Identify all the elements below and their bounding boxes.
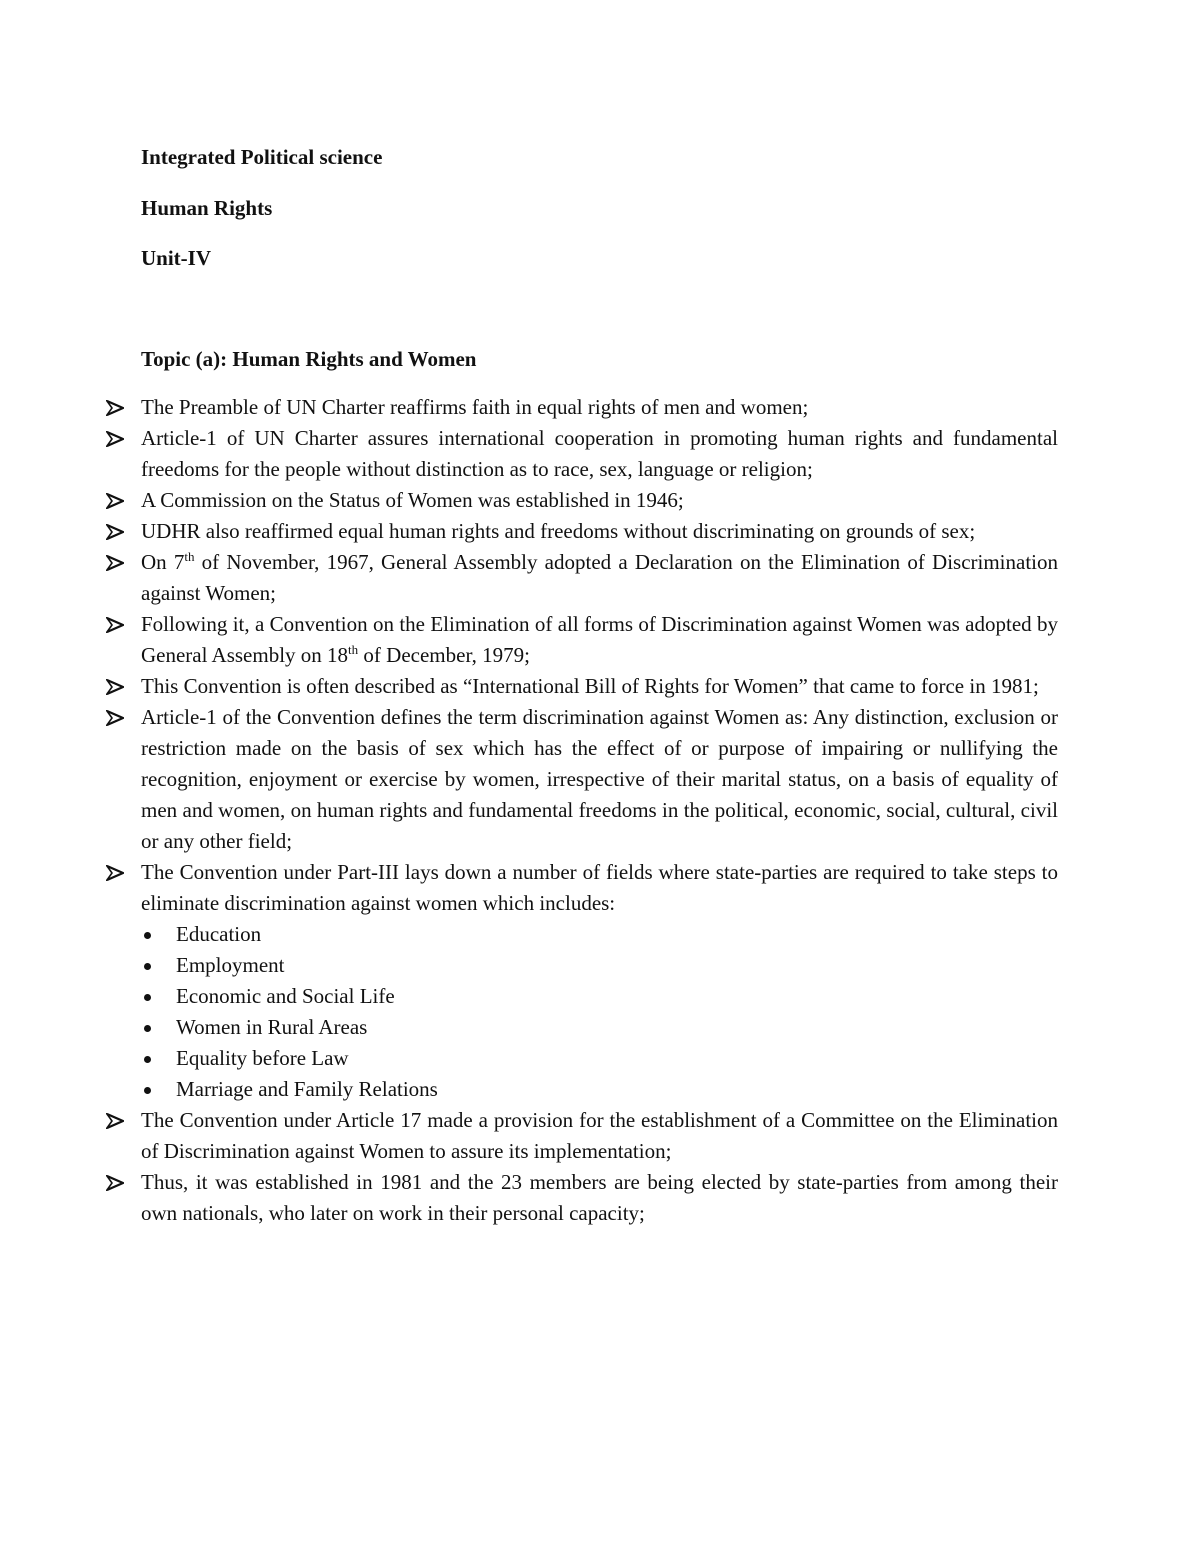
arrow-bullet-icon xyxy=(106,392,126,423)
list-item-text: This Convention is often described as “International Bill of Rights for Women” that came to force in 1981; xyxy=(141,674,1039,698)
list-item xyxy=(71,423,1058,485)
field-item: Education xyxy=(141,919,1058,950)
list-item xyxy=(71,1167,1058,1229)
list-item-text: On 7th of November, 1967, General Assembly adopted a Declaration on the Elimination of Discrimination against Women; xyxy=(141,549,1059,605)
bullet-dot-icon xyxy=(144,994,151,1001)
arrow-bullet-icon xyxy=(106,857,126,888)
list-item xyxy=(71,516,1058,547)
list-item-text: The Preamble of UN Charter reaffirms faith in equal rights of men and women; xyxy=(141,395,809,419)
unit-title: Unit-IV xyxy=(141,246,212,270)
bullet-dot-icon xyxy=(144,1025,151,1032)
arrow-list xyxy=(141,392,1058,1229)
course-title: Integrated Political science xyxy=(141,145,383,169)
list-item xyxy=(71,671,1058,702)
subject-title: Human Rights xyxy=(141,196,273,220)
list-item-text: Thus, it was established in 1981 and the 23 members are being elected by state-parties from among their own nationals, who later on work in their personal capacity; xyxy=(141,1170,1058,1225)
bullet-dot-icon xyxy=(144,1087,151,1094)
arrow-bullet-icon xyxy=(106,1167,126,1198)
field-item: Employment xyxy=(141,950,1058,981)
arrow-bullet-icon xyxy=(106,671,126,702)
list-item-text: Article-1 of UN Charter assures international cooperation in promoting human rights and fundamental freedoms for the people without distinction as to race, sex, language or religion; xyxy=(141,426,1058,481)
arrow-bullet-icon xyxy=(106,516,126,547)
arrow-bullet-icon xyxy=(106,702,126,733)
list-item-text: Following it, a Convention on the Elimination of all forms of Discrimination against Women was adopted by General Assembly on 18th of December, 1979; xyxy=(141,612,1058,667)
field-item: Economic and Social Life xyxy=(141,981,1058,1012)
arrow-bullet-icon xyxy=(106,485,126,516)
bullet-dot-icon xyxy=(144,1056,151,1063)
topic-heading: Topic (a): Human Rights and Women xyxy=(141,347,477,371)
document-body xyxy=(141,346,1058,1229)
list-item xyxy=(71,547,1058,609)
arrow-bullet-icon xyxy=(106,423,126,454)
arrow-bullet-icon xyxy=(106,609,126,640)
field-item: Women in Rural Areas xyxy=(141,1012,1058,1043)
list-item-text: UDHR also reaffirmed equal human rights and freedoms without discriminating on grounds of sex; xyxy=(141,519,976,543)
fields-list xyxy=(141,919,1058,1105)
list-item xyxy=(71,609,1058,671)
field-item: Equality before Law xyxy=(141,1043,1058,1074)
list-item xyxy=(71,485,1058,516)
list-item-text: The Convention under Part-III lays down a number of fields where state-parties are required to take steps to eliminate discrimination against women which includes: xyxy=(141,860,1058,915)
field-item: Marriage and Family Relations xyxy=(141,1074,1058,1105)
list-item xyxy=(71,857,1058,1105)
list-item-text: A Commission on the Status of Women was established in 1946; xyxy=(141,488,684,512)
bullet-dot-icon xyxy=(144,963,151,970)
list-item xyxy=(71,392,1058,423)
arrow-bullet-icon xyxy=(106,1105,126,1136)
list-item-text: Article-1 of the Convention defines the term discrimination against Women as: Any distinction, exclusion or restriction made on the basis of sex which has the effect of or purpose of impairing or nullifying the recognition, enjoyment or exercise by women, irrespective of their marital status, on a basis of equality of men and women, on human rights and fundamental freedoms in the political, economic, social, cultural, civil or any other field; xyxy=(141,705,1058,853)
list-item xyxy=(71,702,1058,857)
list-item-text: The Convention under Article 17 made a provision for the establishment of a Committee on the Elimination of Discrimination against Women to assure its implementation; xyxy=(141,1108,1058,1163)
bullet-dot-icon xyxy=(144,932,151,939)
list-item xyxy=(71,1105,1058,1167)
arrow-bullet-icon xyxy=(106,547,126,578)
